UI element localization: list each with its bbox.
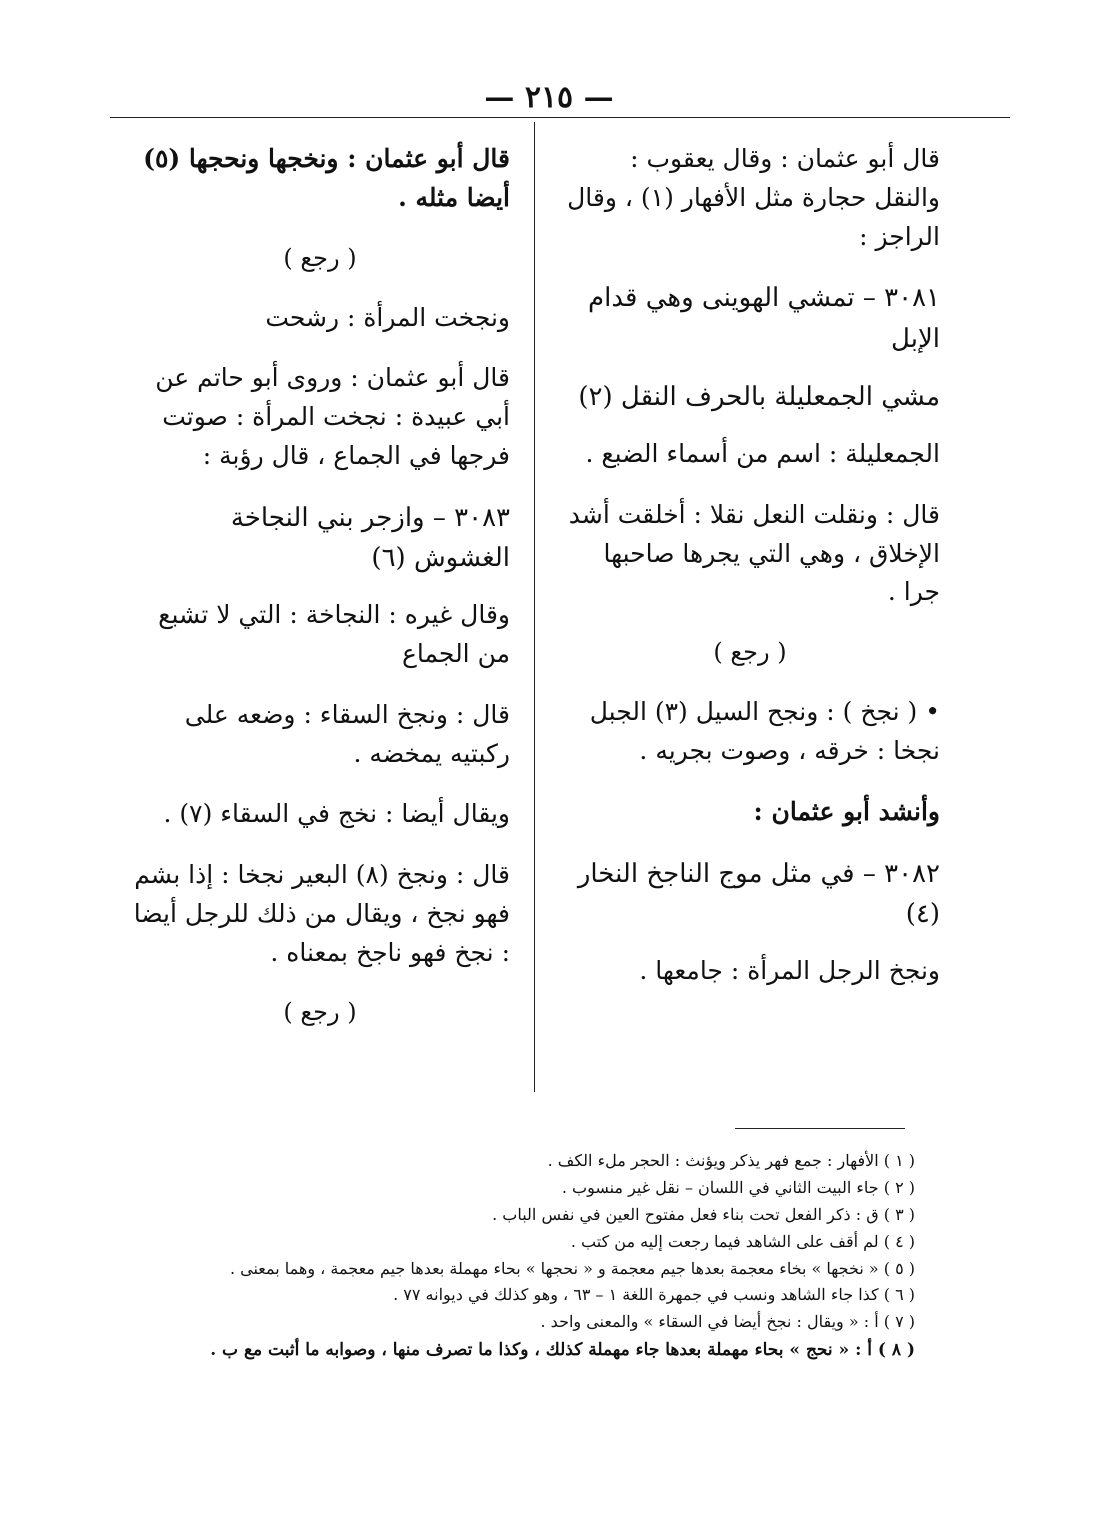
footnote: ( ٨ ) أ : « نحج » بحاء مهملة بعدها جاء مهملة كذلك ، وكذا ما تصرف منها ، وصوابه ما أثبت مع ب . bbox=[210, 1340, 915, 1361]
paragraph: قال : ونجخ (٨) البعير نجخا : إذا بشم فهو نجخ ، ويقال من ذلك للرجل أيضا : نجخ فهو ناجخ بمعناه . bbox=[133, 860, 510, 967]
column-divider bbox=[534, 122, 535, 1092]
paragraph: قال : ونقلت النعل نقلا : أخلقت أشد الإخلاق ، وهي التي يجرها صاحبها جرا . bbox=[568, 499, 940, 607]
return-marker: ( رجع ) bbox=[283, 243, 357, 272]
verse-line: ٣٠٨٢ – في مثل موج الناجخ النخار (٤) bbox=[577, 858, 940, 929]
footnote: ( ٥ ) « نخجها » بخاء معجمة بعدها جيم معجمة و « نحجها » بحاء مهملة بعدها جيم معجمة ، وهما بمعنى . bbox=[229, 1258, 915, 1278]
footnote: ( ٦ ) كذا جاء الشاهد ونسب في جمهرة اللغة ١ – ٦٣ ، وهو كذلك في ديوانه ٧٧ . bbox=[393, 1285, 915, 1305]
right-column bbox=[560, 140, 940, 1013]
footnotes bbox=[170, 1148, 915, 1365]
return-marker: ( رجع ) bbox=[713, 638, 787, 667]
footnote: ( ٣ ) ق : ذكر الفعل تحت بناء فعل مفتوح العين في نفس الباب . bbox=[492, 1204, 915, 1224]
paragraph: وقال غيره : النجاخة : التي لا تشبع من الجماع bbox=[158, 600, 510, 669]
verse-line: مشي الجمعليلة بالحرف النقل (٢) bbox=[578, 381, 940, 412]
page-number: — ٢١٥ — bbox=[484, 80, 614, 115]
paragraph: ونجخ الرجل المرأة : جامعها . bbox=[639, 956, 940, 986]
header-rule bbox=[110, 117, 1010, 118]
return-marker: ( رجع ) bbox=[283, 998, 357, 1027]
paragraph: ونجخت المرأة : رشحت bbox=[265, 302, 510, 332]
paragraph: قال : ونجخ السقاء : وضعه على ركبتيه يمخضه . bbox=[184, 699, 510, 768]
paragraph: • ( نجخ ) : ونجح السيل (٣) الجبل نجخا : خرقه ، وصوت بجريه . bbox=[589, 697, 940, 766]
footnote: ( ١ ) الأفهار : جمع فهر يذكر ويؤنث : الحجر ملء الكف . bbox=[547, 1151, 915, 1170]
footnote: ( ٢ ) جاء البيت الثاني في اللسان – نقل غير منسوب . bbox=[561, 1177, 915, 1197]
paragraph: قال أبو عثمان : وروى أبو حاتم عن أبي عبيدة : نجخت المرأة : صوتت فرجها في الجماع ، قال رؤبة : bbox=[155, 363, 510, 470]
verse-line: ٣٠٨١ – تمشي الهوينى وهي قدام الإبل bbox=[588, 283, 940, 354]
paragraph: قال أبو عثمان : وقال يعقوب : والنقل حجارة مثل الأفهار (١) ، وقال الراجز : bbox=[567, 144, 940, 251]
footnote: ( ٧ ) أ : « ويقال : نجخ أيضا في السقاء » والمعنى واحد . bbox=[540, 1312, 915, 1332]
footnote-rule bbox=[735, 1128, 905, 1129]
left-column bbox=[130, 140, 510, 1053]
paragraph: وأنشد أبو عثمان : bbox=[753, 796, 940, 826]
footnote: ( ٤ ) لم أقف على الشاهد فيما رجعت إليه من كتب . bbox=[570, 1231, 915, 1251]
verse-line: ٣٠٨٣ – وازجر بني النجاخة الغشوش (٦) bbox=[230, 502, 510, 573]
paragraph: قال أبو عثمان : ونخجها ونحجها (٥) أيضا مثله . bbox=[143, 144, 510, 212]
paragraph: الجمعليلة : اسم من أسماء الضبع . bbox=[585, 439, 940, 469]
paragraph: ويقال أيضا : نخج في السقاء (٧) . bbox=[163, 799, 510, 829]
